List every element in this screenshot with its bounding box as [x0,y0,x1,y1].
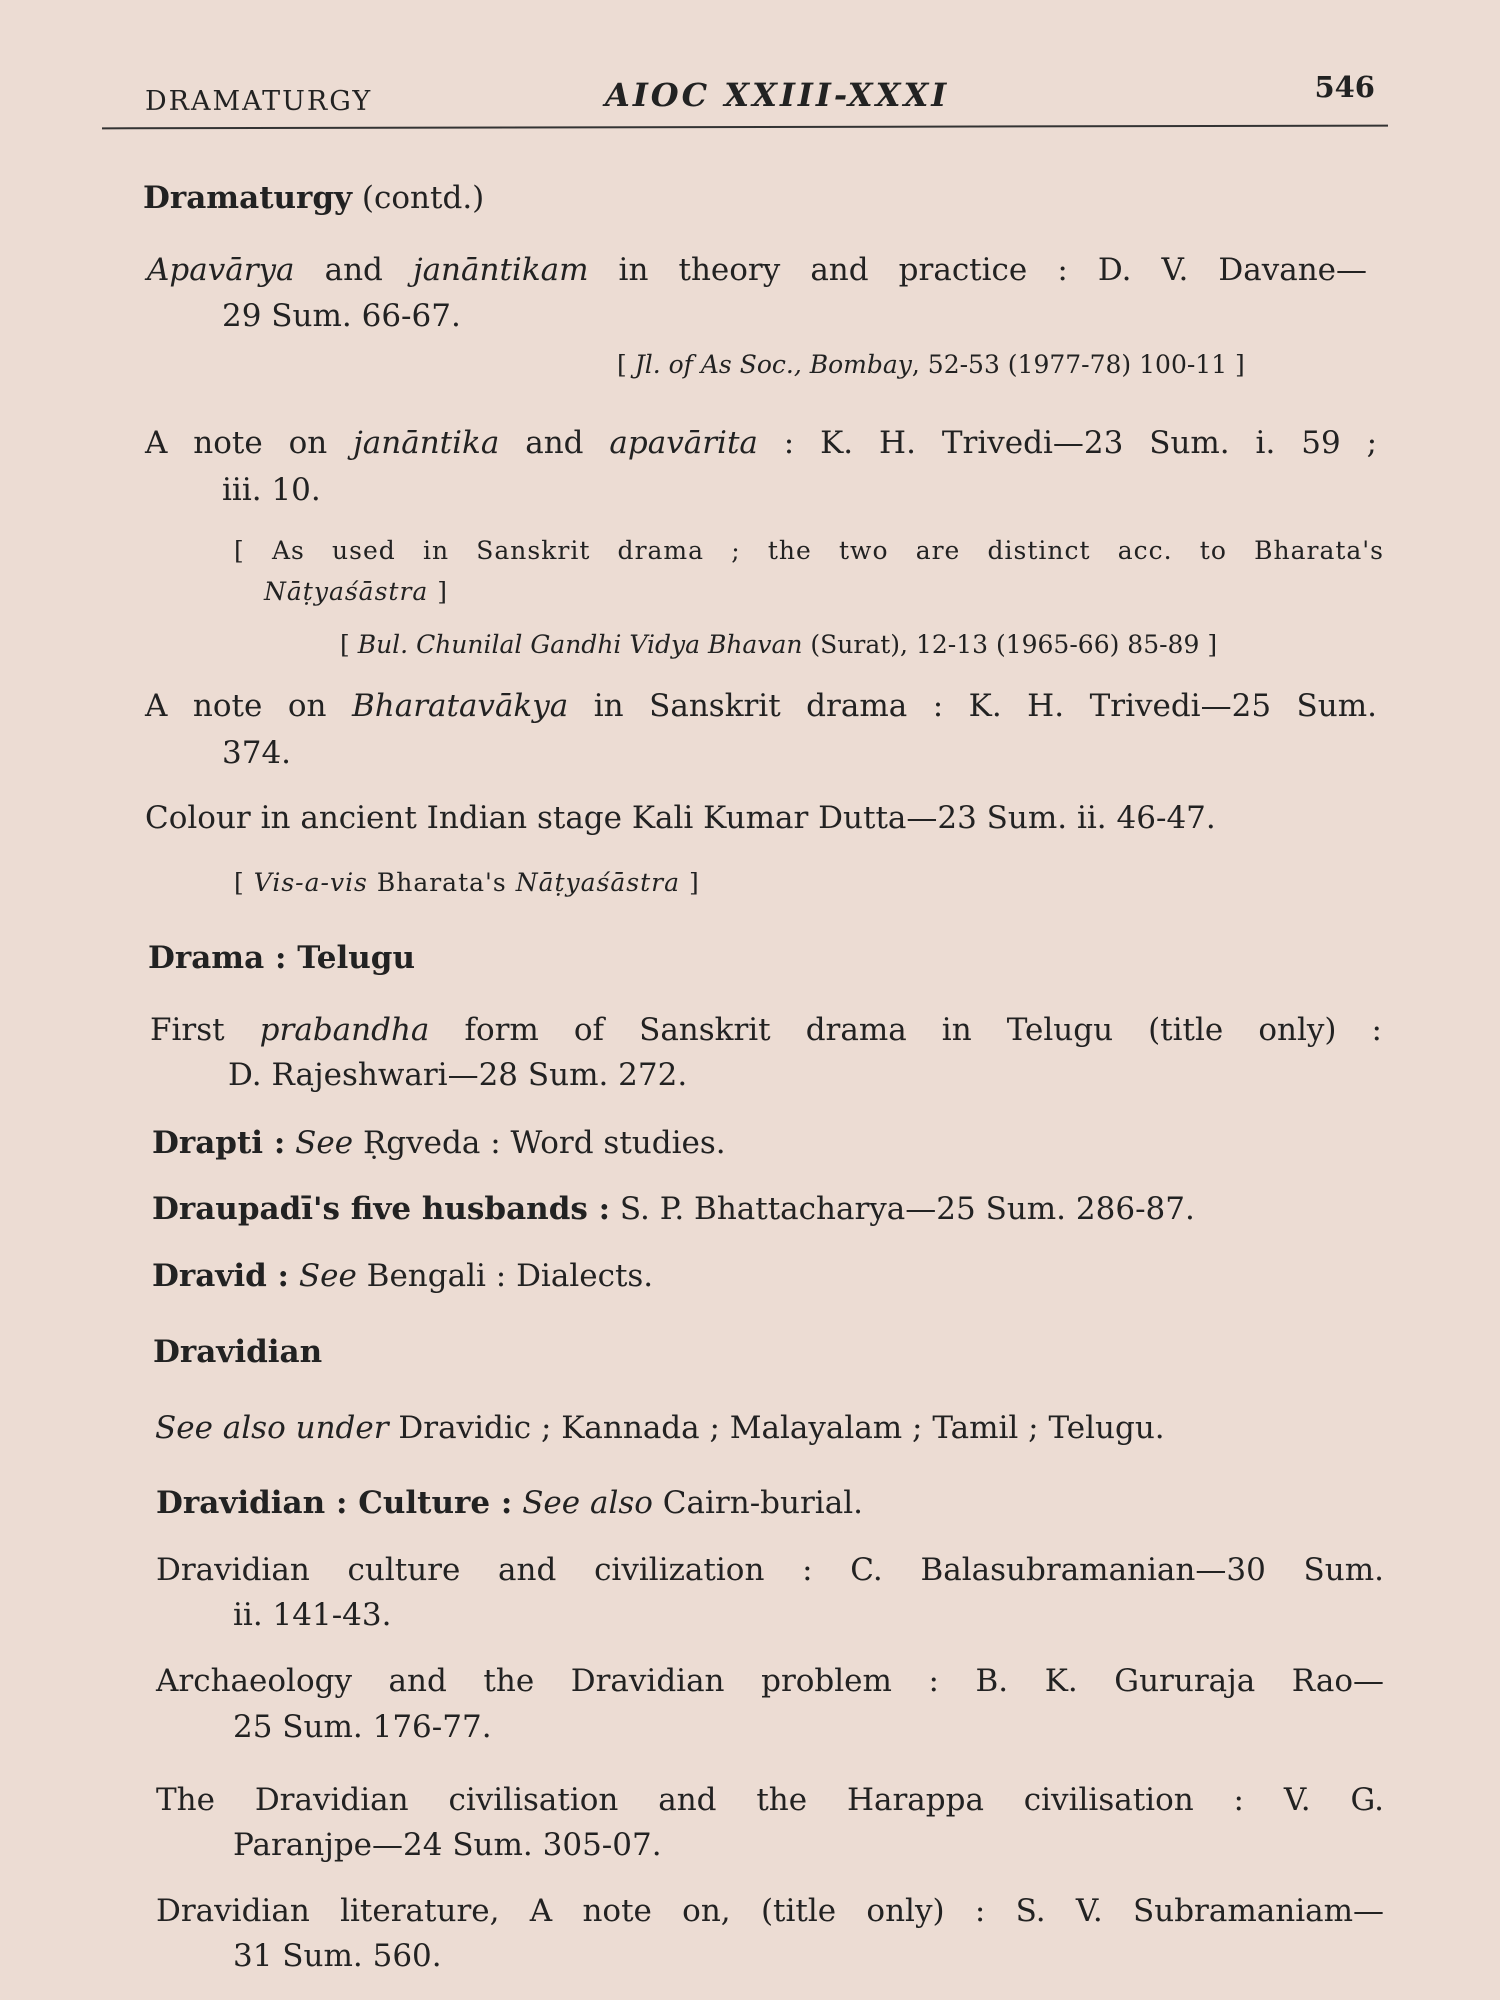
note-term: Nāṭyaśāstra [264,577,429,606]
entry-janantika-cont: iii. 10. [222,472,321,508]
entry-dravid [152,1258,653,1295]
entry-text: Dravidic ; Kannada ; Malayalam ; Tamil ; Telugu. [388,1410,1165,1446]
entry-text: and [499,425,610,461]
see-also-label: See also under [155,1410,389,1446]
reference-text: , 52-53 (1977-78) 100-11 ] [911,350,1245,379]
entry-text: in theory and practice : D. V. Davane— [588,252,1368,288]
entry-colour-note [234,868,700,898]
entry-text: First [150,1012,260,1048]
entry-drapti [152,1125,726,1162]
entry-dravidian-see-also [155,1410,1165,1447]
heading-suffix: (contd.) [352,180,485,216]
entry-term: janāntikam [412,252,589,288]
entry-apavarya-cont: 29 Sum. 66-67. [222,298,461,334]
note-term: Vis-a-vis [253,868,368,897]
entry-heading-dramaturgy [143,180,484,217]
entry-term: prabandha [259,1012,430,1048]
note-text: Bharata's [367,868,516,897]
entry-term: janāntika [353,425,500,461]
entry-culture-civilization: Dravidian culture and civilization : C. Balasubramanian—30 Sum. [156,1552,1384,1588]
entry-apavarya [147,252,1367,289]
note-text: ] [680,868,700,897]
entry-apavarya-reference [617,350,1245,380]
page-number: 546 [1314,70,1375,104]
entry-text: A note on [145,688,352,724]
entry-text: in Sanskrit drama : K. H. Trivedi—25 Sum. [568,688,1377,724]
entry-term: Bharatavākya [351,688,569,724]
entry-harappa-cont: Paranjpe—24 Sum. 305-07. [233,1827,662,1863]
entry-head: Draupadī's five husbands : [152,1191,611,1227]
entry-culture-civilization-cont: ii. 141-43. [233,1597,392,1633]
entry-draupadi [152,1191,1195,1228]
see-label: See [289,1258,357,1294]
entry-archaeology-cont: 25 Sum. 176-77. [233,1709,492,1745]
entry-text: S. P. Bhattacharya—25 Sum. 286-87. [610,1191,1195,1227]
publication-title: AIOC XXIII-XXXI [605,76,950,114]
entry-term: Apavārya [147,252,295,288]
entry-prabandha [150,1012,1382,1049]
entry-head: Dravid : [152,1258,290,1294]
heading-text: Dramaturgy [143,180,353,216]
entry-janantika-reference [340,630,1217,660]
see-label: See [285,1125,354,1161]
entry-text: form of Sanskrit drama in Telugu (title only) : [429,1012,1382,1048]
reference-journal: Jl. of As Soc., Bombay [634,350,912,379]
entry-janantika-note: [ As used in Sanskrit drama ; the two are distinct acc. to Bharata's [234,536,1384,565]
entry-prabandha-cont: D. Rajeshwari—28 Sum. 272. [228,1057,688,1093]
entry-text: Ṛgveda : Word studies. [353,1125,726,1161]
entry-dravidian-culture [156,1485,863,1522]
running-header [100,70,1390,130]
entry-heading-drama-telugu: Drama : Telugu [148,940,415,976]
entry-literature: Dravidian literature, A note on, (title only) : S. V. Subramaniam— [156,1893,1384,1929]
see-also-label: See also [512,1485,653,1521]
reference-journal: Bul. Chunilal Gandhi Vidya Bhavan [357,630,803,659]
entry-archaeology: Archaeology and the Dravidian problem : B. K. Gururaja Rao— [156,1663,1384,1699]
entry-term: apavārita [609,425,758,461]
entry-janantika [145,425,1377,462]
reference-text: (Surat), 12-13 (1965-66) 85-89 ] [802,630,1218,659]
entry-head: Dravidian : Culture : [156,1485,513,1521]
entry-janantika-note-cont [264,577,448,607]
entry-text: Bengali : Dialects. [356,1258,654,1294]
note-text: [ [234,868,254,897]
section-title: DRAMATURGY [145,86,373,117]
entry-text: A note on [145,425,354,461]
entry-literature-cont: 31 Sum. 560. [233,1938,442,1974]
entry-bharatavakya [145,688,1377,725]
reference-text: [ [617,350,635,379]
entry-head: Drapti : [152,1125,286,1161]
entry-text: and [294,252,413,288]
entry-colour: Colour in ancient Indian stage Kali Kumar Dutta—23 Sum. ii. 46-47. [145,800,1216,836]
entry-harappa: The Dravidian civilisation and the Harappa civilisation : V. G. [156,1782,1384,1818]
entry-text: : K. H. Trivedi—23 Sum. i. 59 ; [757,425,1378,461]
entry-heading-dravidian: Dravidian [153,1334,323,1370]
reference-text: [ [340,630,358,659]
entry-bharatavakya-cont: 374. [222,735,292,771]
note-term: Nāṭyaśāstra [515,868,681,897]
entry-text: Cairn-burial. [652,1485,863,1521]
note-text: ] [428,577,449,606]
